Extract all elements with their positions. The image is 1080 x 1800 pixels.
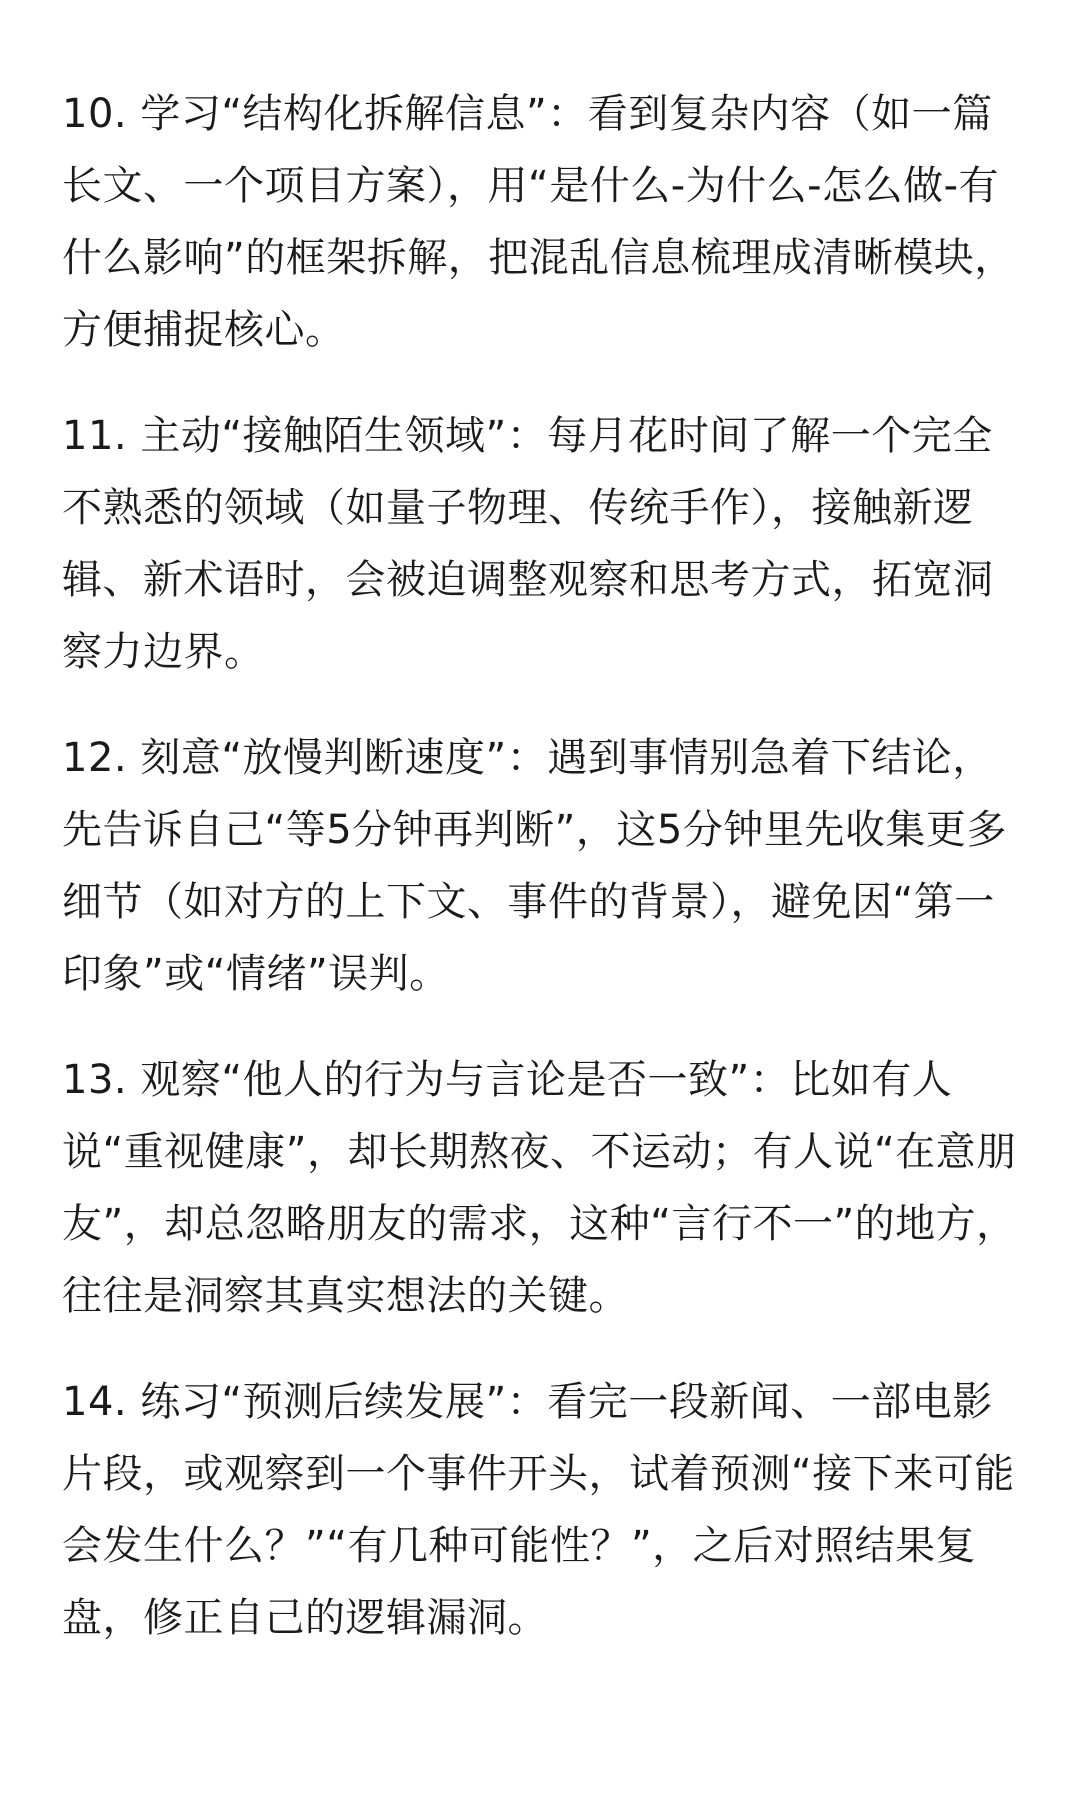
paragraph-item-12: 12. 刻意“放慢判断速度”：遇到事情别急着下结论，先告诉自己“等5分钟再判断”，这5分钟里先收集更多细节（如对方的上下文、事件的背景），避免因“第一印象”或“情绪”误判。 bbox=[62, 735, 1007, 997]
paragraph-item-10: 10. 学习“结构化拆解信息”：看到复杂内容（如一篇长文、一个项目方案），用“是什么-为什么-怎么做-有什么影响”的框架拆解，把混乱信息梳理成清晰模块，方便捕捉核心。 bbox=[62, 91, 1015, 353]
paragraph-item-14: 14. 练习“预测后续发展”：看完一段新闻、一部电影片段，或观察到一个事件开头，试着预测“接下来可能会发生什么？”“有几种可能性？”，之后对照结果复盘，修正自己的逻辑漏洞。 bbox=[62, 1379, 1015, 1641]
article-body bbox=[62, 78, 1022, 1688]
paragraph-item-13: 13. 观察“他人的行为与言论是否一致”：比如有人说“重视健康”，却长期熬夜、不运动；有人说“在意朋友”，却总忽略朋友的需求，这种“言行不一”的地方，往往是洞察其真实想法的关键。 bbox=[62, 1057, 1017, 1319]
paragraph-item-11: 11. 主动“接触陌生领域”：每月花时间了解一个完全不熟悉的领域（如量子物理、传统手作），接触新逻辑、新术语时，会被迫调整观察和思考方式，拓宽洞察力边界。 bbox=[62, 413, 994, 675]
